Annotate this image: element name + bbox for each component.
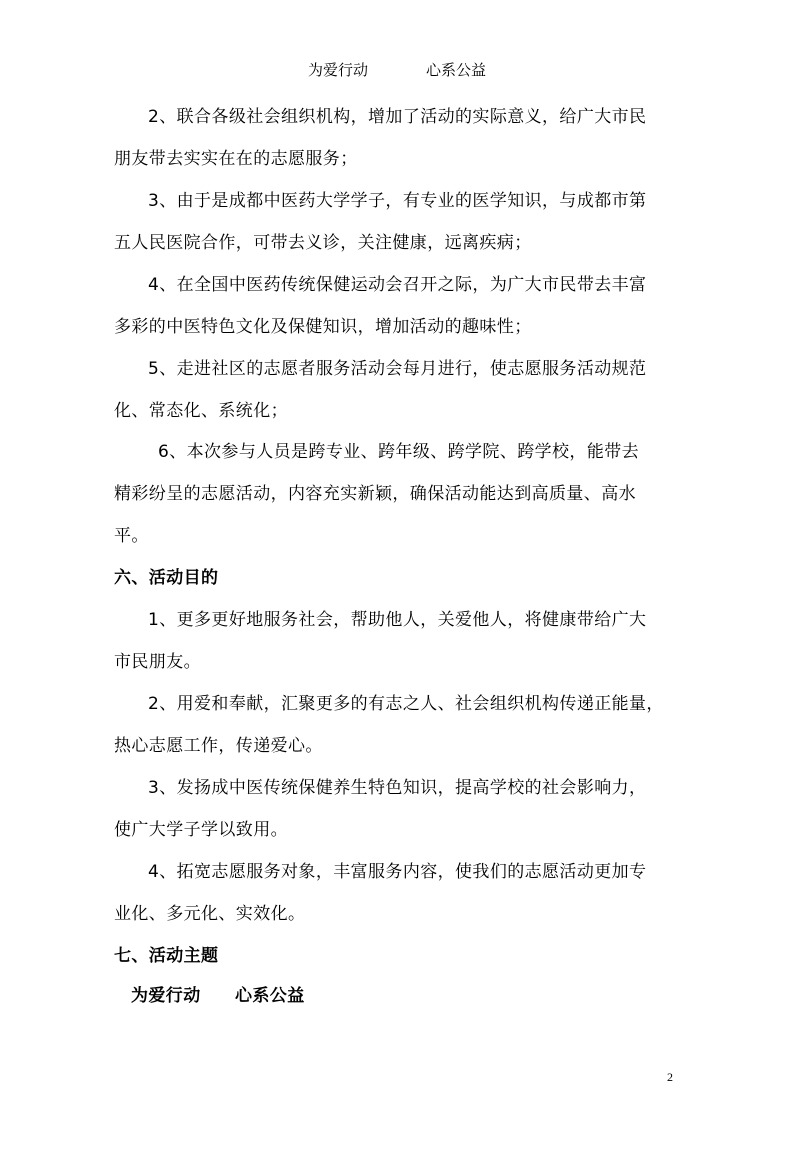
body-line: 5、走进社区的志愿者服务活动会每月进行，使志愿服务活动规范 xyxy=(148,359,647,379)
body-line: 1、更多更好地服务社会，帮助他人，关爱他人，将健康带给广大 xyxy=(148,610,647,630)
page-header xyxy=(0,60,794,80)
body-line: 2、联合各级社会组织机构，增加了活动的实际意义，给广大市民 xyxy=(148,107,647,127)
body-line: 热心志愿工作，传递爱心。 xyxy=(114,736,323,756)
body-line: 朋友带去实实在在的志愿服务； xyxy=(114,149,358,169)
theme-text-right: 心系公益 xyxy=(235,986,305,1006)
body-line: 3、发扬成中医传统保健养生特色知识，提高学校的社会影响力， xyxy=(148,778,647,798)
body-line: 3、由于是成都中医药大学学子，有专业的医学知识，与成都市第 xyxy=(148,191,647,211)
body-line: 多彩的中医特色文化及保健知识，增加活动的趣味性； xyxy=(114,317,532,337)
body-line: 2、用爱和奉献，汇聚更多的有志之人、社会组织机构传递正能量， xyxy=(148,694,664,714)
body-line: 业化、多元化、实效化。 xyxy=(114,904,306,924)
section-heading: 六、活动目的 xyxy=(114,568,219,588)
body-line: 4、在全国中医药传统保健运动会召开之际，为广大市民带去丰富 xyxy=(148,275,647,295)
header-right-text: 心系公益 xyxy=(426,61,487,79)
header-left-text: 为爱行动 xyxy=(307,61,368,79)
body-line: 使广大学子学以致用。 xyxy=(114,820,288,840)
body-line: 化、常态化、系统化； xyxy=(114,401,288,421)
body-line: 市民朋友。 xyxy=(114,652,201,672)
body-line: 4、拓宽志愿服务对象，丰富服务内容，使我们的志愿活动更加专 xyxy=(148,862,647,882)
body-line: 五人民医院合作，可带去义诊，关注健康，远离疾病； xyxy=(114,233,532,253)
body-line: 6、本次参与人员是跨专业、跨年级、跨学院、跨学校，能带去 xyxy=(158,442,640,462)
body-line: 平。 xyxy=(114,526,149,546)
page-number: 2 xyxy=(667,1070,673,1084)
section-heading: 七、活动主题 xyxy=(114,946,219,966)
body-line: 精彩纷呈的志愿活动，内容充实新颖，确保活动能达到高质量、高水 xyxy=(114,484,636,504)
theme-text-left: 为爱行动 xyxy=(131,986,201,1006)
